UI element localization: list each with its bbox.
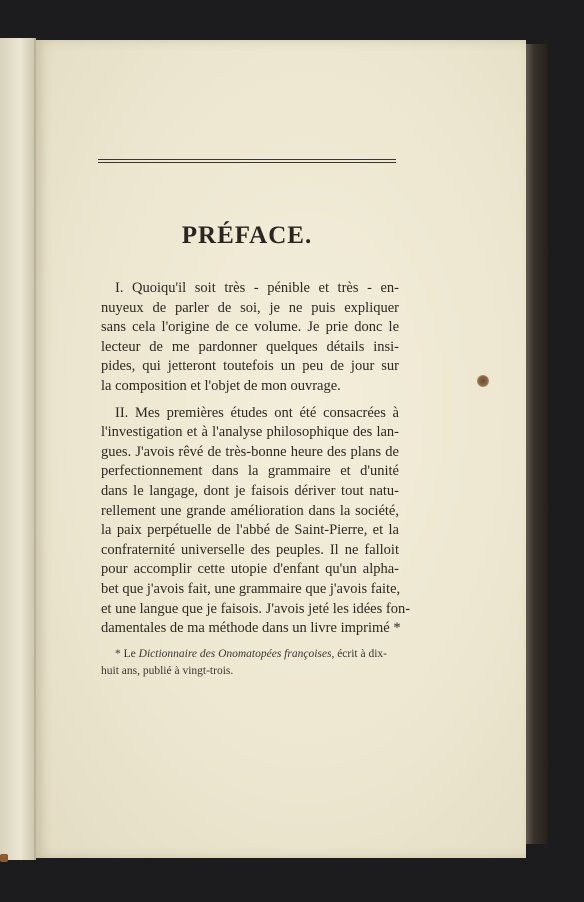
- header-rule: [98, 159, 396, 163]
- page-title: PRÉFACE.: [181, 222, 313, 249]
- text-line: pides, qui jetteront toutefois un peu de jour sur: [101, 358, 399, 375]
- text-line: bet que j'avois fait, une grammaire que j'avois faite,: [101, 580, 401, 597]
- text-line: nuyeux de parler de soi, je ne puis expliquer: [101, 299, 399, 316]
- text-line: et une langue que je faisois. J'avois jeté les idées fon-: [101, 600, 411, 617]
- body-text: [101, 279, 411, 639]
- paragraph-2: [101, 404, 411, 639]
- text-line: l'investigation et à l'analyse philosophique des lan-: [101, 424, 399, 441]
- text-line: perfectionnement dans la grammaire et d'unité: [101, 463, 399, 480]
- book-fore-edge: [524, 44, 548, 844]
- text-line: rellement une grande amélioration dans la société,: [101, 502, 399, 519]
- binding-corner: [0, 854, 8, 862]
- foxing-spot: [477, 375, 489, 387]
- text-line: II. Mes premières études ont été consacrées à: [115, 404, 399, 421]
- text-line: la composition et l'objet de mon ouvrage.: [101, 377, 341, 394]
- text-line: lecteur de me pardonner quelques détails insi-: [101, 338, 399, 355]
- text-line: confraternité universelle des peuples. Il ne falloit: [101, 541, 399, 558]
- text-line: damentales de ma méthode dans un livre imprimé *: [101, 620, 401, 637]
- text-line: I. Quoiqu'il soit très - pénible et très - en-: [115, 280, 399, 296]
- text-line: la paix perpétuelle de l'abbé de Saint-Pierre, et la: [101, 522, 399, 539]
- footnote: [101, 646, 399, 680]
- footnote-line-1: [101, 646, 399, 663]
- text-line: dans le langage, dont je faisois dériver tout natu-: [101, 482, 399, 499]
- text-line: sans cela l'origine de ce volume. Je prie donc le: [101, 319, 399, 336]
- footnote-prefix: Le: [123, 648, 136, 660]
- footnote-line1-rest: , écrit à dix-: [331, 648, 388, 660]
- facing-page-edge: [0, 38, 36, 860]
- text-line: gues. J'avois rêvé de très-bonne heure des plans de: [101, 443, 399, 460]
- footnote-marker: *: [115, 648, 121, 660]
- paragraph-1: [101, 279, 399, 397]
- footnote-book-title: Dictionnaire des Onomatopées françoises: [138, 648, 332, 660]
- footnote-line-2: huit ans, publié à vingt-trois.: [101, 665, 234, 677]
- text-line: pour accomplir cette utopie d'enfant qu'un alpha-: [101, 561, 399, 578]
